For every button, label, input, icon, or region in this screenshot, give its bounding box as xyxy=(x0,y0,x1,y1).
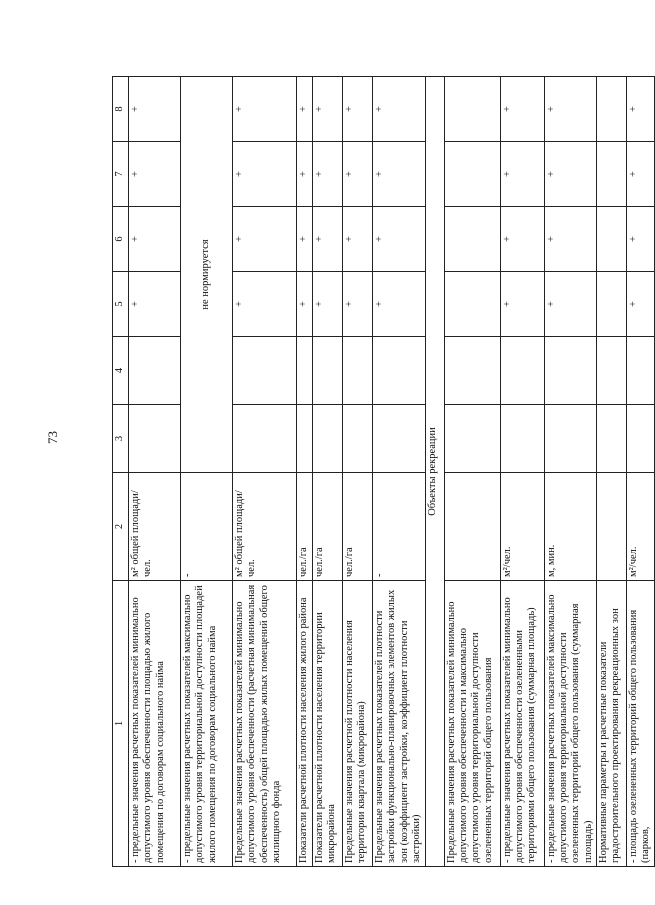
mark-cell: + xyxy=(129,272,181,337)
unit-cell: чел./га xyxy=(313,473,343,581)
unit-cell: чел./га xyxy=(343,473,373,581)
table-row xyxy=(500,77,544,867)
mark-cell xyxy=(233,337,297,405)
table-row xyxy=(597,77,627,867)
mark-cell xyxy=(544,405,597,473)
mark-cell xyxy=(444,405,500,473)
mark-cell xyxy=(597,405,627,473)
mark-cell: + xyxy=(500,272,544,337)
indicator-name: Показатели расчетной плотности населения территории микрорайона xyxy=(313,581,343,867)
mark-cell: + xyxy=(373,142,426,207)
mark-cell: + xyxy=(627,272,655,337)
table-row xyxy=(313,77,343,867)
col-header: 6 xyxy=(113,207,129,272)
mark-cell: + xyxy=(343,272,373,337)
mark-cell: + xyxy=(129,142,181,207)
mark-cell: + xyxy=(544,142,597,207)
mark-cell: + xyxy=(544,77,597,142)
table-row xyxy=(343,77,373,867)
mark-cell: + xyxy=(627,77,655,142)
mark-cell: + xyxy=(343,207,373,272)
mark-cell: + xyxy=(233,272,297,337)
col-header: 2 xyxy=(113,473,129,581)
mark-cell xyxy=(313,337,343,405)
mark-cell: + xyxy=(233,142,297,207)
normatives-table xyxy=(112,76,655,867)
mark-cell: + xyxy=(627,142,655,207)
mark-cell xyxy=(444,142,500,207)
col-header: 3 xyxy=(113,405,129,473)
mark-cell xyxy=(343,337,373,405)
mark-cell xyxy=(297,405,313,473)
unit-cell: м²/чел. xyxy=(627,473,655,581)
section-title: Объекты рекреации xyxy=(425,77,444,867)
unit-cell xyxy=(597,473,627,581)
mark-cell: + xyxy=(343,142,373,207)
mark-cell: + xyxy=(627,207,655,272)
indicator-name: Предельные значения расчетных показателей плотности застройки функционально-планировочных элементов жилых зон (коэффициент застройки, коэффициент плотности застройки) xyxy=(373,581,426,867)
unit-cell xyxy=(444,473,500,581)
mark-cell xyxy=(597,207,627,272)
mark-cell xyxy=(373,405,426,473)
mark-cell: + xyxy=(297,77,313,142)
mark-cell: + xyxy=(297,142,313,207)
mark-cell xyxy=(233,405,297,473)
mark-cell: + xyxy=(544,272,597,337)
mark-cell xyxy=(444,337,500,405)
mark-cell: + xyxy=(343,77,373,142)
unit-cell: чел./га xyxy=(297,473,313,581)
mark-cell xyxy=(343,405,373,473)
mark-cell xyxy=(313,405,343,473)
indicator-name: - предельные значения расчетных показателей максимально допустимого уровня территориальной доступности площадей жилого помещения по договорам социального найма xyxy=(181,581,233,867)
table-row xyxy=(233,77,297,867)
mark-cell xyxy=(129,405,181,473)
mark-cell: + xyxy=(313,207,343,272)
mark-cell xyxy=(373,337,426,405)
table-row xyxy=(181,77,233,867)
mark-cell xyxy=(597,77,627,142)
indicator-name: Показатели расчетной плотности населения жилого района xyxy=(297,581,313,867)
indicator-name: - предельные значения расчетных показателей минимально допустимого уровня обеспеченности площадью жилого помещения по договорам социального найма xyxy=(129,581,181,867)
mark-cell xyxy=(444,77,500,142)
mark-cell xyxy=(129,337,181,405)
mark-cell: + xyxy=(313,272,343,337)
unit-cell: - xyxy=(181,473,233,581)
mark-cell xyxy=(597,142,627,207)
mark-cell: + xyxy=(129,77,181,142)
mark-cell: + xyxy=(297,207,313,272)
table-row xyxy=(444,77,500,867)
col-header: 8 xyxy=(113,77,129,142)
unit-cell: - xyxy=(373,473,426,581)
mark-cell xyxy=(297,337,313,405)
mark-cell xyxy=(627,337,655,405)
merged-cell: не нормируется xyxy=(181,77,233,473)
indicator-name: - предельные значения расчетных показателей минимально допустимого уровня обеспеченности озелененными территориями общего пользования (суммарная площадь) xyxy=(500,581,544,867)
mark-cell xyxy=(597,337,627,405)
mark-cell: + xyxy=(129,207,181,272)
indicator-name: - площадь озелененных территорий общего пользования (парков, xyxy=(627,581,655,867)
indicator-name: Предельные значения расчетных показателей минимально допустимого уровня обеспеченности и максимально допустимого уровня территориальной доступности озелененных территорий общего пользования xyxy=(444,581,500,867)
rotated-table-wrapper xyxy=(112,77,652,867)
unit-cell: м² общей площади/чел. xyxy=(233,473,297,581)
mark-cell xyxy=(500,405,544,473)
mark-cell: + xyxy=(544,207,597,272)
mark-cell: + xyxy=(373,77,426,142)
mark-cell: + xyxy=(313,77,343,142)
indicator-name: Нормативные параметры и расчетные показатели градостроительного проектирования рекреационных зон xyxy=(597,581,627,867)
page-number: 73 xyxy=(45,431,60,444)
unit-cell: м, мин. xyxy=(544,473,597,581)
mark-cell xyxy=(627,405,655,473)
mark-cell xyxy=(597,272,627,337)
col-header: 1 xyxy=(113,581,129,867)
section-row xyxy=(425,77,444,867)
mark-cell xyxy=(500,337,544,405)
col-header: 5 xyxy=(113,272,129,337)
indicator-name: - предельные значения расчетных показателей максимально допустимого уровня территориальной доступности озелененных территорий общего пользования (суммарная площадь) xyxy=(544,581,597,867)
mark-cell: + xyxy=(373,272,426,337)
mark-cell: + xyxy=(313,142,343,207)
col-header: 7 xyxy=(113,142,129,207)
table-row xyxy=(373,77,426,867)
col-header: 4 xyxy=(113,337,129,405)
mark-cell xyxy=(444,272,500,337)
table-row xyxy=(297,77,313,867)
mark-cell: + xyxy=(500,77,544,142)
indicator-name: Предельные значения расчетных показателей минимально допустимого уровня обеспеченности (расчетная минимальная обеспеченность) общей площадью жилых помещений общего жилищного фонда xyxy=(233,581,297,867)
table-row xyxy=(544,77,597,867)
mark-cell: + xyxy=(500,207,544,272)
table-row xyxy=(129,77,181,867)
table-row xyxy=(627,77,655,867)
indicator-name: Предельные значения расчетной плотности населения территории квартала (микрорайона) xyxy=(343,581,373,867)
mark-cell: + xyxy=(297,272,313,337)
mark-cell xyxy=(444,207,500,272)
mark-cell xyxy=(544,337,597,405)
unit-cell: м²/чел. xyxy=(500,473,544,581)
mark-cell: + xyxy=(373,207,426,272)
mark-cell: + xyxy=(500,142,544,207)
mark-cell: + xyxy=(233,207,297,272)
unit-cell: м² общей площади/чел. xyxy=(129,473,181,581)
mark-cell: + xyxy=(233,77,297,142)
header-row xyxy=(113,77,129,867)
